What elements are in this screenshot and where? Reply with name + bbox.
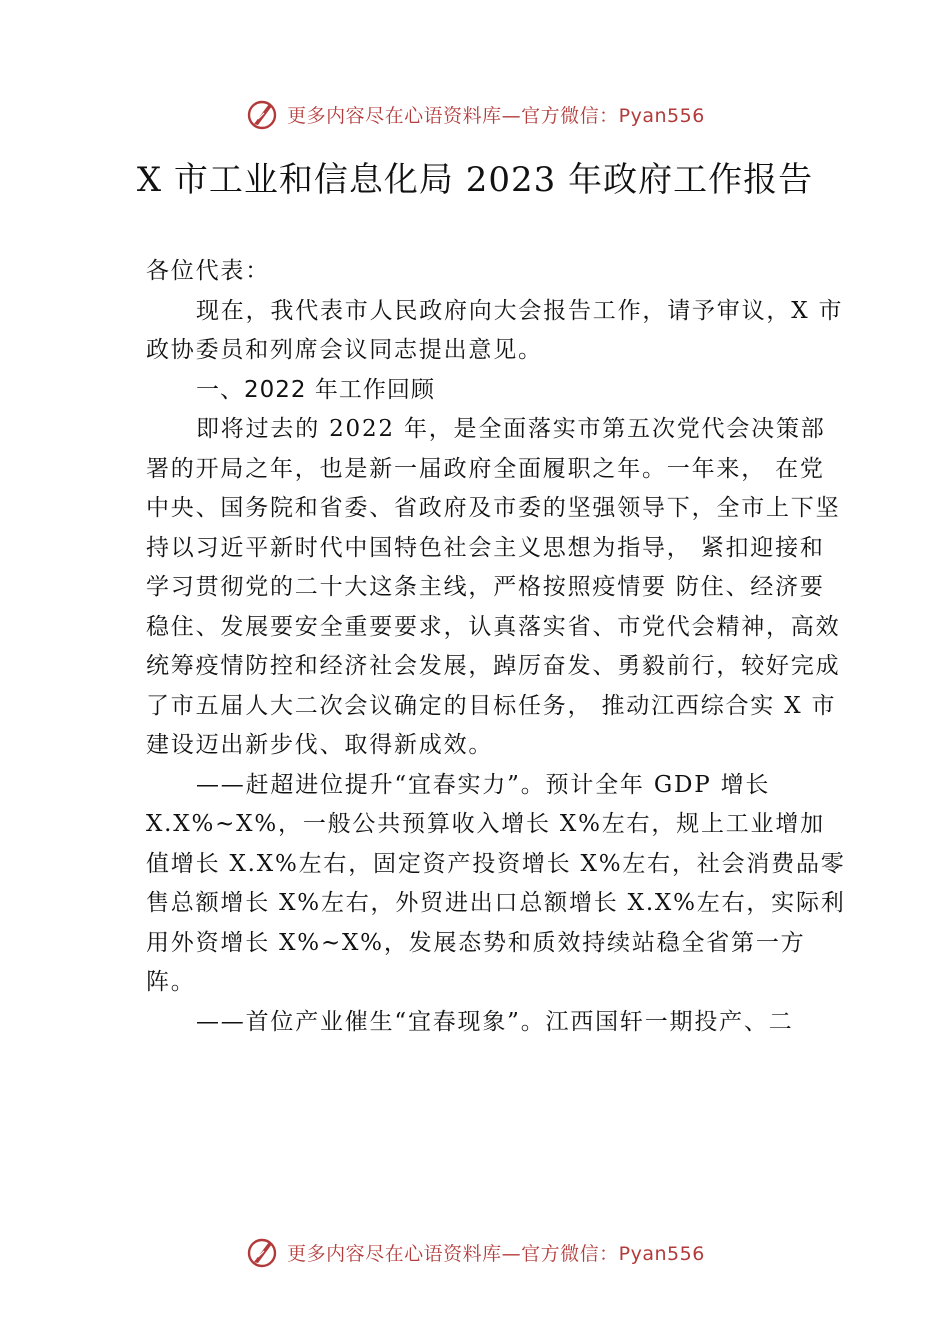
quill-pen-circle-icon (245, 1235, 279, 1269)
section-heading-review: 一、2022 年工作回顾 (196, 376, 435, 403)
watermark-banner-top (0, 94, 950, 134)
intro-paragraph: 现在，我代表市人民政府向大会报告工作，请予审议，X 市政协委员和列席会议同志提出意见。 (146, 297, 844, 363)
document-title: X 市工业和信息化局 2023 年政府工作报告 (136, 160, 814, 200)
document-body (146, 252, 846, 1042)
strength-paragraph: ——赶超进位提升“宜春实力”。预计全年 GDP 增长 X.X%~X%，一般公共预算收入增长 X%左右，规上工业增加值增长 X.X%左右，固定资产投资增长 X%左右，社会消费品零售总额增长 X%左右，外贸进出口总额增长 X.X%左右，实际利用外资增长 X%~X%，发展态势和质效持续站稳全省第一方阵。 (146, 771, 846, 995)
review-paragraph: 即将过去的 2022 年，是全面落实市第五次党代会决策部署的开局之年，也是新一届政府全面履职之年。一年来， 在党中央、国务院和省委、省政府及市委的坚强领导下，全市上下坚持以习近平新时代中国特色社会主义思想为指导， 紧扣迎接和学习贯彻党的二十大这条主线，严格按照疫情要 防住、经济要稳住、发展要安全重要要求，认真落实省、市党代会精神，高效统筹疫情防控和经济社会发展，踔厉奋发、勇毅前行，较好完成了市五届人大二次会议确定的目标任务， 推动江西综合实 X 市建设迈出新步伐、取得新成效。 (146, 416, 841, 758)
quill-pen-circle-icon (245, 97, 279, 131)
salutation: 各位代表： (146, 258, 270, 284)
watermark-text: 更多内容尽在心语资料库—官方微信：Pyan556 (287, 1242, 705, 1265)
watermark-text: 更多内容尽在心语资料库—官方微信：Pyan556 (287, 104, 705, 127)
industry-paragraph: ——首位产业催生“宜春现象”。江西国轩一期投产、二 (196, 1008, 794, 1035)
watermark-banner-bottom (0, 1232, 950, 1272)
